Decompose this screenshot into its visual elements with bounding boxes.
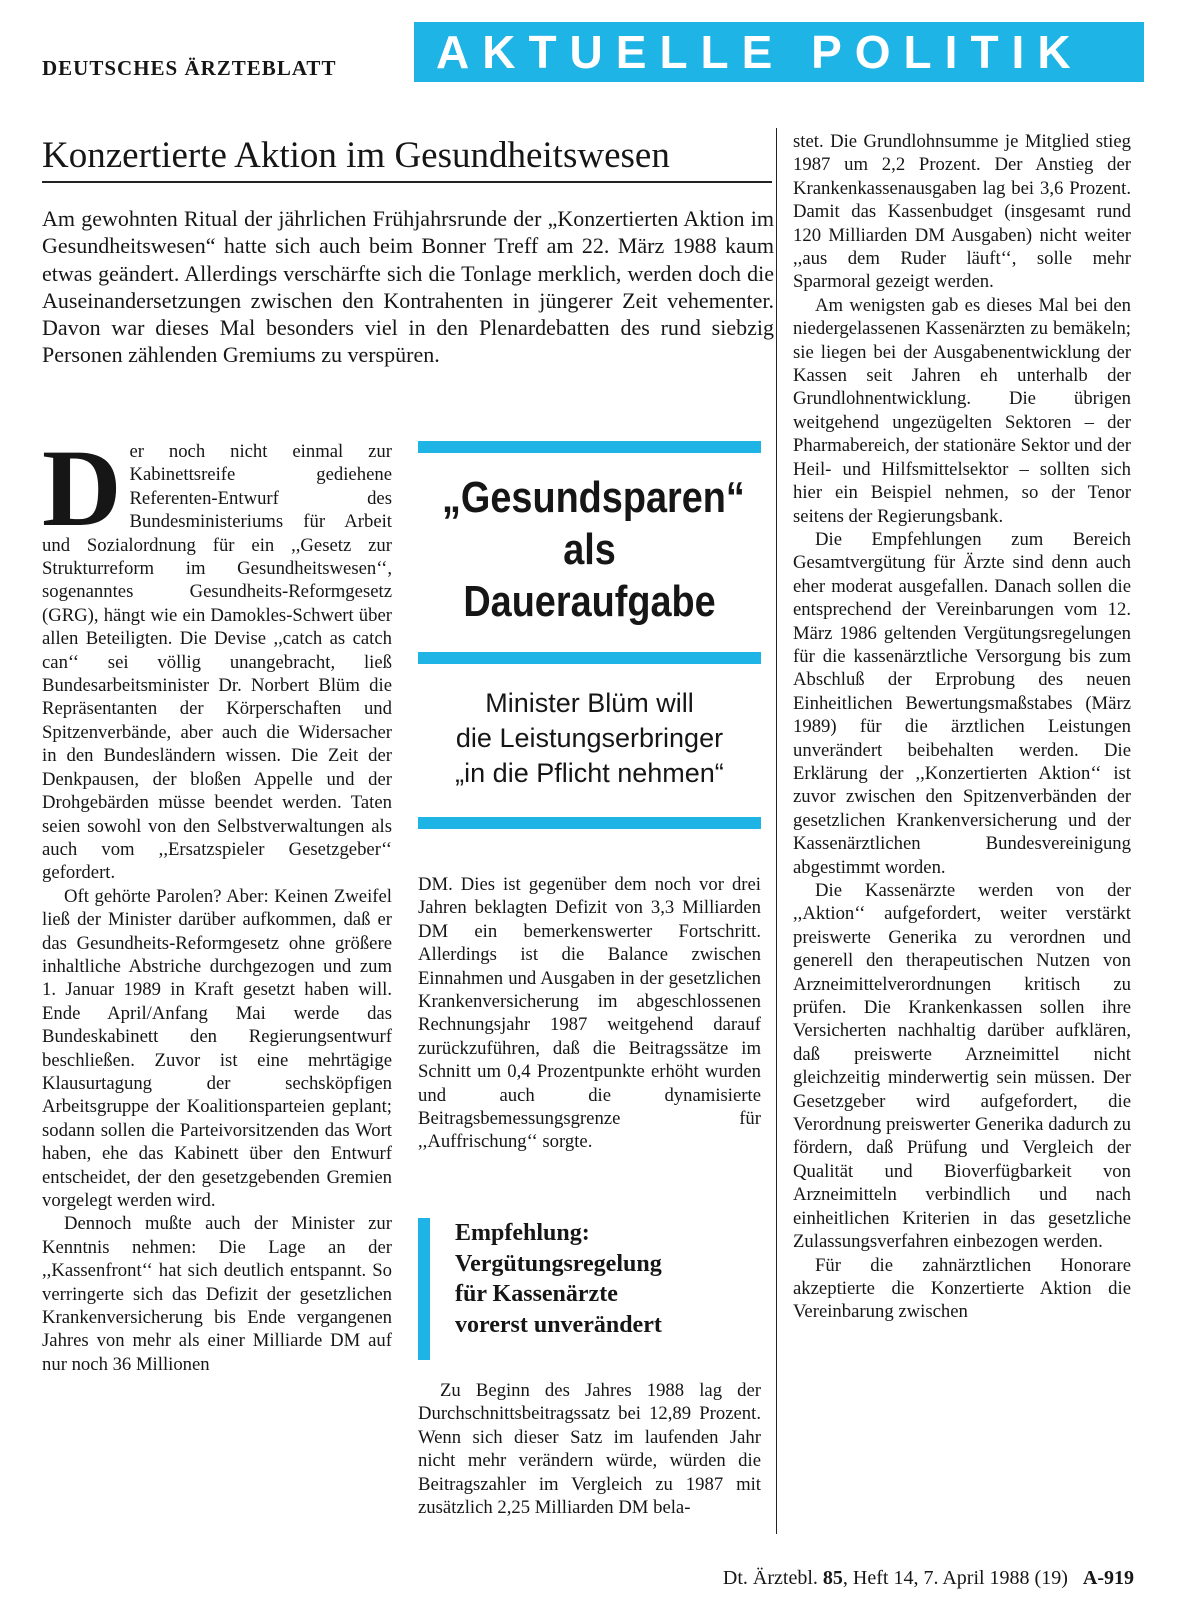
feature-subtitle-line: „in die Pflicht nehmen“	[455, 758, 724, 788]
feature-title-line: „Gesundsparen“	[442, 473, 745, 522]
subheading-line: Empfehlung:	[455, 1220, 590, 1246]
article-headline: Konzertierte Aktion im Gesundheitswesen	[42, 134, 772, 183]
paragraph: Zu Beginn des Jahres 1988 lag der Durchschnittsbeitragssatz bei 12,89 Prozent. Wenn sich dieser Satz im laufenden Jahr nicht mehr verändern würde, würden die Beitragszahler im Vergleich zu 1987 mit zusätzlich 2,25 Milliarden DM bela-	[418, 1380, 761, 1519]
subheading-line: vorerst unverändert	[455, 1311, 662, 1338]
feature-subtitle-line: Minister Blüm will	[485, 688, 694, 718]
paragraph: stet. Die Grundlohnsumme je Mitglied stieg 1987 um 2,2 Prozent. Der Anstieg der Krankenkassenausgaben lag bei 3,6 Prozent. Damit das Kassenbudget (insgesamt rund 120 Milliarden DM Ausgaben) nicht weiter ,,aus dem Ruder läuft‘‘, solle mehr Sparmoral gezeigt werden.	[793, 131, 1131, 293]
feature-title	[442, 472, 745, 628]
paragraph	[42, 427, 392, 885]
publication-name: DEUTSCHES ÄRZTEBLATT	[42, 56, 337, 80]
column-3	[793, 130, 1131, 1324]
paragraph: Die Kassenärzte werden von der ,,Aktion‘‘ aufgefordert, weiter verstärkt preiswerte Generika zu verordnen und generell den therapeutischen Nutzen von Arzneimittelverordnungen kritisch zu prüfen. Die Krankenkassen sollen ihre Versicherten nachhaltig darüber aufklären, daß preiswerte Arzneimittel nicht gleichzeitig minderwertig sein müssen. Der Gesetzgeber wird aufgefordert, die Verordnung preiswerter Generika dadurch zu fördern, daß Prüfung und Vergleich der Qualität und Bioverfügbarkeit von Arzneimitteln verbindlich und nach einheitlichen Kriterien in das gesetzliche Zulassungsverfahren einbezogen werden.	[793, 880, 1131, 1253]
footer-page-number: A-919	[1082, 1567, 1134, 1589]
feature-bar-bottom	[418, 817, 761, 829]
feature-bar-middle	[418, 652, 761, 664]
subheading-accent	[418, 1218, 430, 1360]
paragraph: Am wenigsten gab es dieses Mal bei den niedergelassenen Kassenärzten zu bemäkeln; sie liegen bei der Ausgabenentwicklung der Kassen seit Jahren eh unterhalb der Grundlohnentwicklung. Die übrigen weitgehend ungezügelten Sektoren – der Pharmabereich, der stationäre Sektor und der Heil- und Hilfsmittelsektor – sollten sich hier ein Beispiel nehmen, so der Tenor seitens der Regierungsbank.	[793, 294, 1131, 527]
drop-cap: D	[42, 427, 122, 549]
paragraph: Für die zahnärztlichen Honorare akzeptierte die Konzertierte Aktion die Vereinbarung zwischen	[793, 1254, 1131, 1323]
paragraph: DM. Dies ist gegenüber dem noch vor drei Jahren beklagten Defizit von 3,3 Milliarden DM ein bemerkenswerter Fortschritt. Allerdings ist die Balance zwischen Einnahmen und Ausgaben in der gesetzlichen Krankenversicherung im abgeschlossenen Rechnungsjahr 1987 weitgehend darauf zurückzuführen, daß die Beitragssätze im Schnitt um 0,4 Prozentpunkte erhöht wurden und auch die dynamisierte Beitragsbemessungsgrenze für ,,Auffrischung‘‘ sorgte.	[418, 874, 761, 1153]
subheading-line: für Kassenärzte	[455, 1281, 618, 1307]
paragraph: Dennoch mußte auch der Minister zur Kenntnis nehmen: Die Lage an der ,,Kassenfront‘‘ hat sich deutlich entspannt. So verringerte sich das Defizit der gesetzlichen Krankenversicherung bis Ende vergangenen Jahres von mehr als einer Milliarde DM auf nur noch 36 Millionen	[42, 1213, 392, 1375]
footer-journal: Dt. Ärztebl.	[722, 1567, 818, 1589]
subheading	[455, 1218, 755, 1340]
feature-subtitle-line: die Leistungserbringer	[455, 723, 724, 753]
subheading-line: Vergütungsregelung	[455, 1250, 662, 1277]
paragraph-text: er noch nicht einmal zur Kabinettsreife gediehene Referenten-Entwurf des Bundesministeriums für Arbeit und Sozialordnung für ein ,,Gesetz zur Strukturreform im Gesundheitswesen‘‘, sogenanntes Gesundheits-Reformgesetz (GRG), hängt wie ein Damokles-Schwert über allen Beteiligten. Die Devise ,,catch as catch can‘‘ sei völlig unangebracht, ließ Bundesarbeitsminister Dr. Norbert Blüm die Repräsentanten der Körperschaften und Spitzenverbände, aber auch die Widersacher in den Bundesländern wissen. Die Zeit der Denkpausen, der bloßen Appelle und der Drohgebärden müsse beendet werden. Taten seien sowohl von den Selbstverwaltungen als auch vom ,,Ersatzspieler Gesetzgeber‘‘ gefordert.	[42, 441, 392, 884]
article-lead: Am gewohnten Ritual der jährlichen Frühjahrsrunde der „Konzertierten Aktion im Gesundheitswesen“ hatte sich auch beim Bonner Treff am 22. März 1988 kaum etwas geändert. Allerdings verschärfte sich die Tonlage merklich, werden doch die Auseinandersetzungen zwischen den Kontrahenten in jüngerer Zeit vehementer. Davon war dieses Mal besonders viel in den Plenardebatten des rund siebzig Personen zählenden Gremiums zu verspüren.	[42, 206, 774, 368]
column-2	[418, 873, 761, 1154]
section-banner: AKTUELLE POLITIK	[414, 22, 1144, 82]
paragraph: Die Empfehlungen zum Bereich Gesamtvergütung für Ärzte sind denn auch eher moderat ausgefallen. Danach sollen die entsprechend der Vereinbarungen vom 12. März 1986 geltenden Vergütungsregelungen für die kassenärztliche Versorgung bis zum Abschluß der Erprobung des neuen Einheitlichen Bewertungsmaßstabes (März 1989) für die ärztlichen Leistungen unverändert beibehalten werden. Die Erklärung der ,,Konzertierten Aktion‘‘ ist zuvor zwischen den Spitzenverbänden der gesetzlichen Krankenversicherung und der Kassenärztlichen Bundesvereinigung abgestimmt worden.	[793, 528, 1131, 878]
footer-issue: , Heft 14, 7. April 1988 (19)	[842, 1567, 1068, 1589]
feature-subtitle	[418, 686, 761, 791]
page-footer	[723, 1567, 1134, 1590]
footer-volume: 85	[822, 1567, 843, 1589]
column-rule	[776, 128, 777, 1534]
column-2-continued	[418, 1379, 761, 1519]
feature-title-line: Daueraufgabe	[463, 577, 716, 626]
column-1	[42, 427, 392, 1376]
feature-title-line: als	[563, 525, 616, 574]
feature-bar-top	[418, 441, 761, 453]
paragraph: Oft gehörte Parolen? Aber: Keinen Zweifel ließ der Minister darüber aufkommen, daß er das Gesundheits-Reformgesetz ohne größere inhaltliche Abstriche durchgezogen und zum 1. Januar 1989 in Kraft gesetzt haben will. Ende April/Anfang Mai werde das Bundeskabinett den Regierungsentwurf beschließen. Zuvor ist eine mehrtägige Klausurtagung der sechsköpfigen Arbeitsgruppe der Koalitionsparteien geplant; sodann sollen die Parteivorsitzenden das Wort haben, ehe das Kabinett über den Entwurf entscheidet, der den gesetzgebenden Gremien vorgelegt werden wird.	[42, 885, 392, 1211]
